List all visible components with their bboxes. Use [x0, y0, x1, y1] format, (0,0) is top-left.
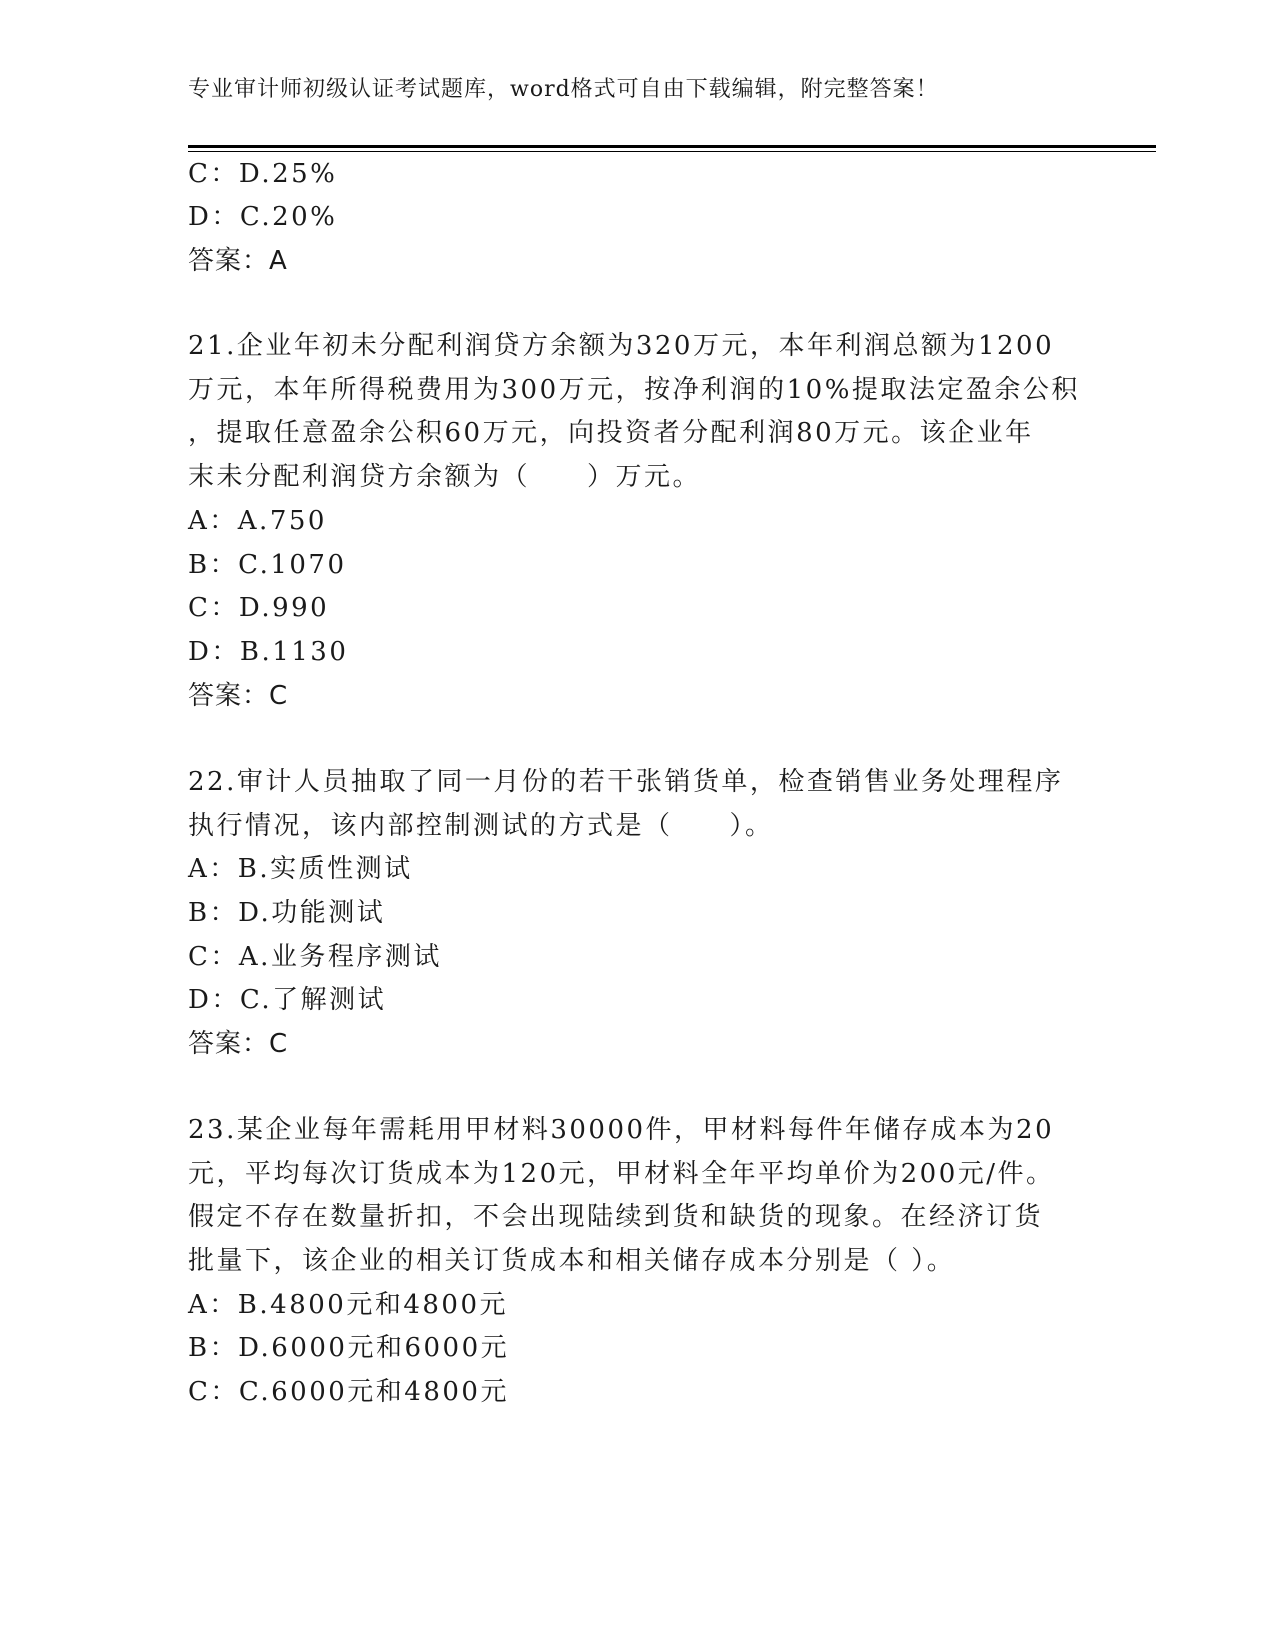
- option-line: B：D.6000元和6000元: [188, 1333, 510, 1363]
- option-line: A：B.4800元和4800元: [188, 1290, 508, 1320]
- answer-line: 答案：C: [188, 681, 289, 711]
- option-line: D：C.了解测试: [188, 985, 387, 1015]
- option-line: C：C.6000元和4800元: [188, 1377, 509, 1407]
- question-stem-line: 批量下，该企业的相关订货成本和相关储存成本分别是（ ）。: [188, 1246, 956, 1276]
- option-line: C：D.990: [188, 593, 330, 623]
- question-stem-line: 假定不存在数量折扣，不会出现陆续到货和缺货的现象。在经济订货: [188, 1202, 1044, 1232]
- question-stem-line: 23.某企业每年需耗用甲材料30000件，甲材料每件年储存成本为20: [188, 1115, 1055, 1145]
- answer-line: 答案：C: [188, 1029, 289, 1059]
- question-stem-line: 末未分配利润贷方余额为（ ）万元。: [188, 462, 702, 492]
- header-rule-thick: [188, 145, 1156, 148]
- answer-line: 答案：A: [188, 246, 288, 276]
- option-line: D：B.1130: [188, 637, 349, 667]
- page-header: 专业审计师初级认证考试题库，word格式可自由下载编辑，附完整答案！: [188, 77, 939, 102]
- option-line: B：D.功能测试: [188, 898, 386, 928]
- question-stem-line: 万元，本年所得税费用为300万元，按净利润的10%提取法定盈余公积: [188, 375, 1080, 405]
- question-stem-line: ，提取任意盈余公积60万元，向投资者分配利润80万元。该企业年: [188, 418, 1034, 448]
- option-line: D：C.20%: [188, 202, 338, 232]
- question-stem-line: 21.企业年初未分配利润贷方余额为320万元，本年利润总额为1200: [188, 331, 1055, 361]
- question-stem-line: 22.审计人员抽取了同一月份的若干张销货单，检查销售业务处理程序: [188, 767, 1064, 797]
- option-line: C：A.业务程序测试: [188, 942, 442, 972]
- option-line: B：C.1070: [188, 550, 347, 580]
- option-line: C：D.25%: [188, 159, 338, 189]
- option-line: A：A.750: [188, 506, 327, 536]
- header-rule-thin: [188, 151, 1156, 152]
- question-stem-line: 元，平均每次订货成本为120元，甲材料全年平均单价为200元/件。: [188, 1159, 1055, 1189]
- option-line: A：B.实质性测试: [188, 854, 413, 884]
- question-stem-line: 执行情况，该内部控制测试的方式是（ ）。: [188, 811, 774, 841]
